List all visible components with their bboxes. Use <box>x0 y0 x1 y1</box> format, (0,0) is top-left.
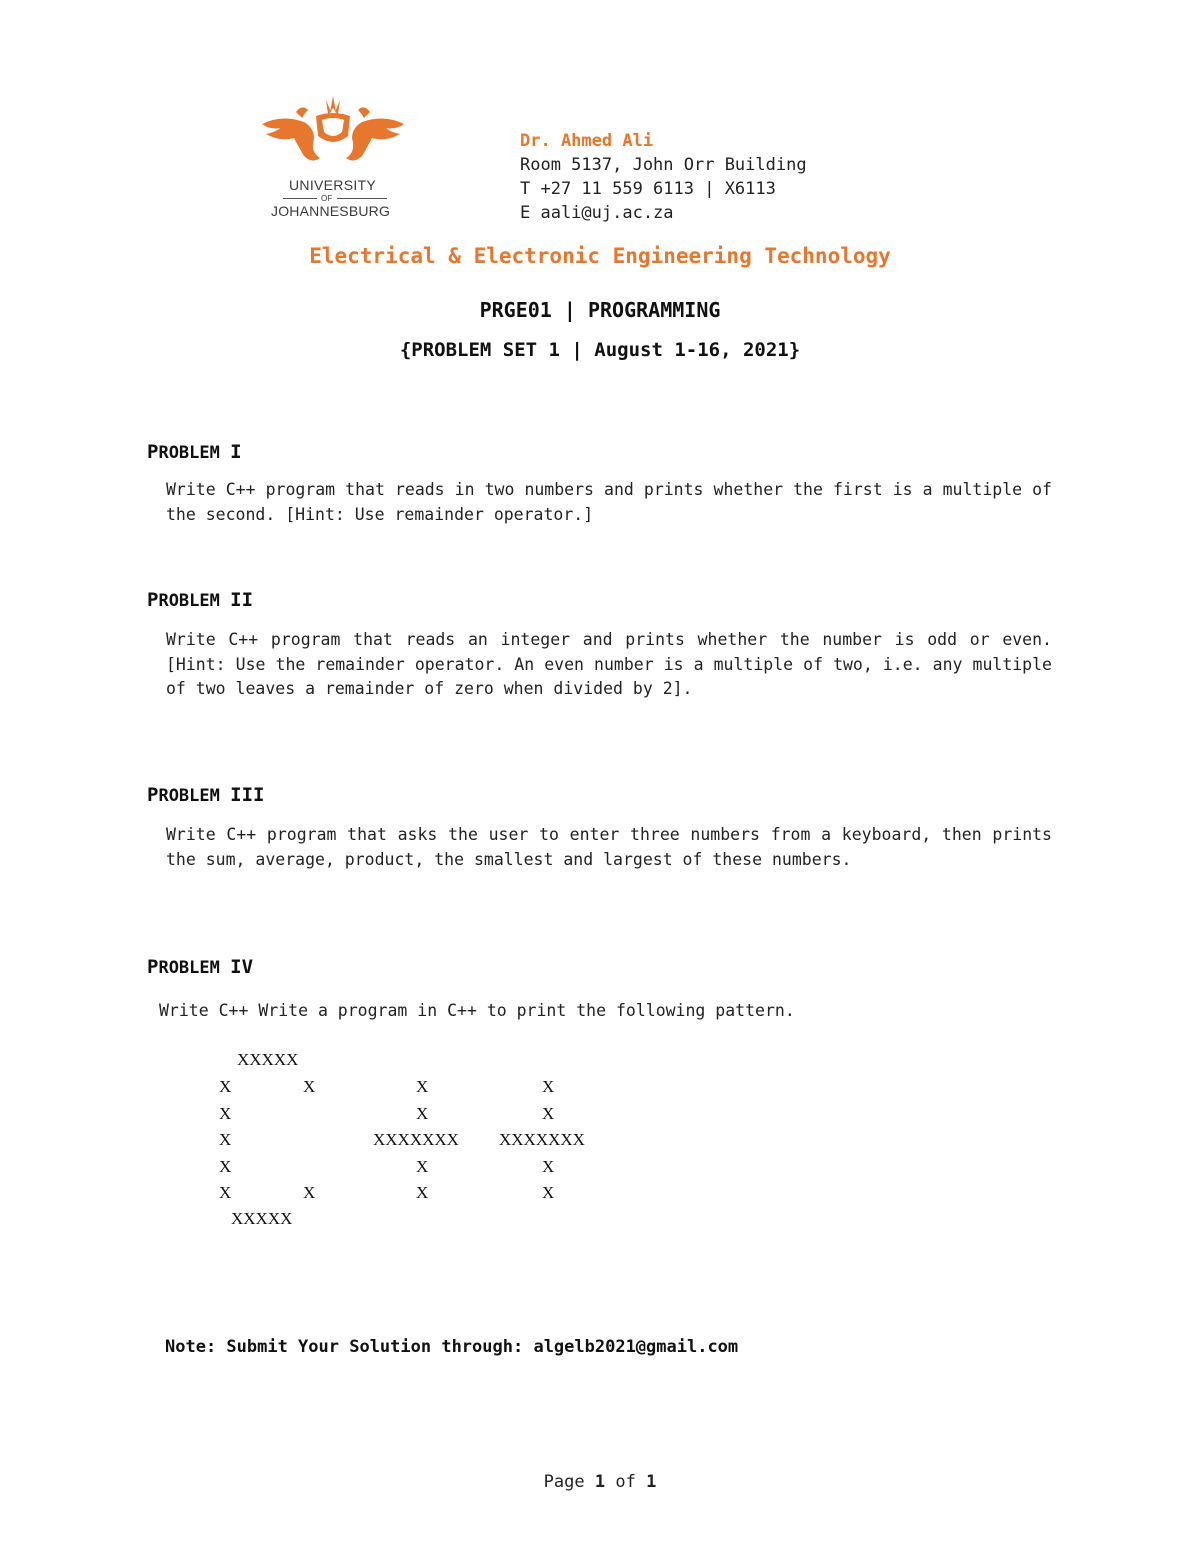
heading-initial: P <box>147 956 159 978</box>
pattern-plus1-x: X <box>416 1077 429 1096</box>
logo-rule-right <box>337 198 387 199</box>
problem-2-text: Write C++ program that reads an integer and prints whether the number is odd or even. [Hint: Use the remainder operator. An even number is a multiple of two, i.e. any multiple of two leaves a remainder of zero when divided by 2]. <box>166 630 1052 698</box>
submission-note: Note: Submit Your Solution through: algelb2021@gmail.com <box>165 1337 739 1357</box>
pattern-c-row: X <box>219 1157 232 1176</box>
department-title: Electrical & Electronic Engineering Technology <box>309 244 891 268</box>
problem-4-heading <box>147 956 253 978</box>
logo-rule-left <box>283 198 317 199</box>
pattern-plus1-x: X <box>416 1104 429 1123</box>
problem-3-text: Write C++ program that asks the user to enter three numbers from a keyboard, then prints the sum, average, product, the smallest and largest of these numbers. <box>166 825 1052 869</box>
contact-name: Dr. Ahmed Ali <box>520 131 654 151</box>
heading-initial: P <box>147 589 159 611</box>
heading-number: II <box>230 589 254 611</box>
pattern-c-inner: X <box>303 1077 316 1096</box>
heading-number: III <box>230 784 265 806</box>
problem-3-heading <box>147 784 264 806</box>
problem-1-heading <box>147 441 242 463</box>
pattern-c-top: XXXXX <box>237 1050 299 1069</box>
pattern-plus2-x: X <box>542 1077 555 1096</box>
university-logo <box>258 92 408 220</box>
pattern-c-row: X <box>219 1077 232 1096</box>
problem-2-heading <box>147 589 253 611</box>
page-footer <box>0 1472 1200 1492</box>
logo-of-text: OF <box>321 194 333 203</box>
problem-4-text: Write C++ Write a program in C++ to print the following pattern. <box>159 1001 795 1020</box>
heading-initial: P <box>147 441 159 463</box>
pattern-plus1-bar: XXXXXXX <box>373 1130 459 1149</box>
pattern-plus2-bar: XXXXXXX <box>499 1130 585 1149</box>
problem-set-title: {PROBLEM SET 1 | August 1-16, 2021} <box>399 339 801 361</box>
heading-rest: ROBLEM <box>158 591 220 611</box>
pattern-c-row: X <box>219 1104 232 1123</box>
contact-phone: T +27 11 559 6113 | X6113 <box>520 179 776 199</box>
page-word: Page <box>543 1472 585 1492</box>
pattern-c-row: X <box>219 1130 232 1149</box>
heading-rest: ROBLEM <box>158 958 220 978</box>
heading-number: I <box>230 441 242 463</box>
logo-johannesburg-text: JOHANNESBURG <box>271 203 391 219</box>
pattern-c-row: X <box>219 1183 232 1202</box>
contact-room: Room 5137, John Orr Building <box>520 155 807 175</box>
page-number: 1 <box>594 1472 606 1492</box>
of-word: of <box>615 1472 636 1492</box>
heading-number: IV <box>230 956 254 978</box>
pattern-c-bottom: XXXXX <box>231 1209 293 1228</box>
problem-1-text: Write C++ program that reads in two numbers and prints whether the first is a multiple of the second. [Hint: Use remainder operator.] <box>166 480 1052 524</box>
pattern-plus1-x: X <box>416 1183 429 1202</box>
pattern-plus2-x: X <box>542 1183 555 1202</box>
heading-rest: ROBLEM <box>158 786 220 806</box>
heading-rest: ROBLEM <box>158 443 220 463</box>
pattern-plus1-x: X <box>416 1157 429 1176</box>
course-title: PRGE01 | PROGRAMMING <box>479 298 721 322</box>
heading-initial: P <box>147 784 159 806</box>
pattern-plus2-x: X <box>542 1157 555 1176</box>
logo-university-text: UNIVERSITY <box>289 177 377 193</box>
pattern-plus2-x: X <box>542 1104 555 1123</box>
page-total: 1 <box>646 1472 657 1492</box>
contact-email: E aali@uj.ac.za <box>520 203 674 223</box>
pattern-c-inner: X <box>303 1183 316 1202</box>
